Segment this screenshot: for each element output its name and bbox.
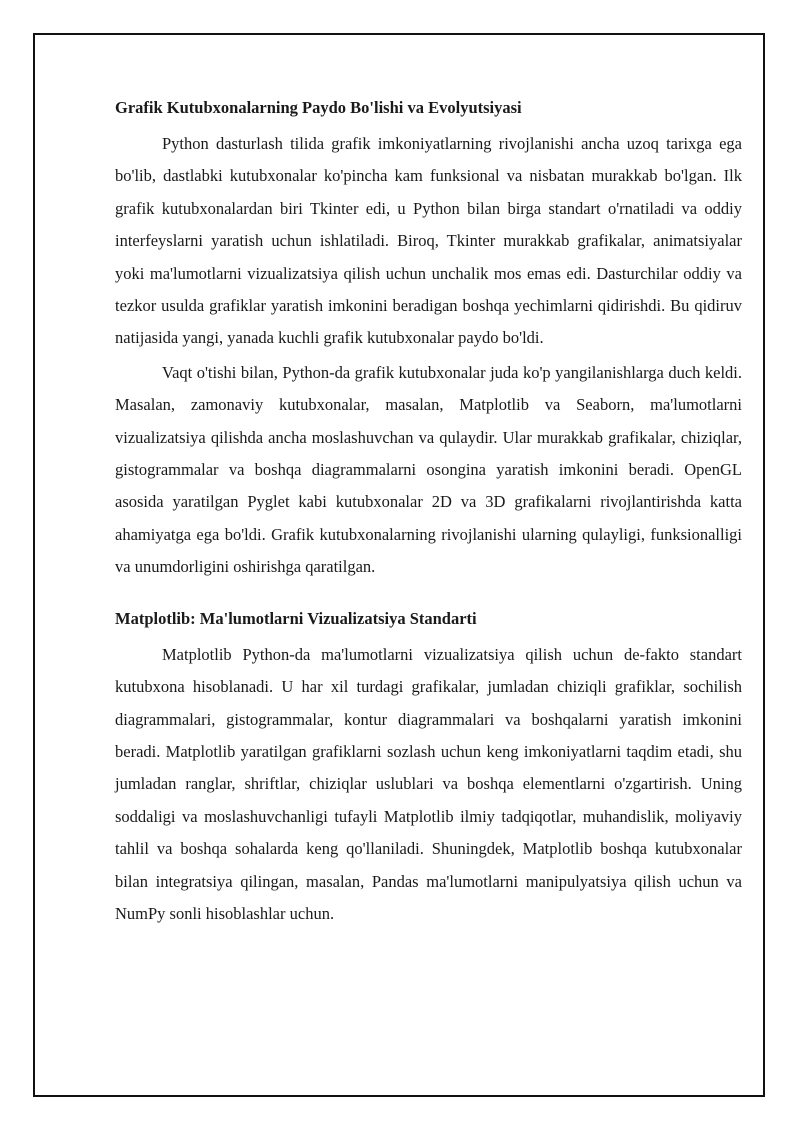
paragraph: Vaqt o'tishi bilan, Python-da grafik kutubxonalar juda ko'p yangilanishlarga duch keldi. Masalan, zamonaviy kutubxonalar, masalan, Matplotlib va Seaborn, ma'lumotlarni vizualizatsiya qilishda ancha moslashuvchan va qulaydir. Ular murakkab grafikalar, chiziqlar, gistogrammalar va boshqa diagrammalarni osongina yaratish imkonini beradi. OpenGL asosida yaratilgan Pyglet kabi kutubxonalar 2D va 3D grafikalarni rivojlantirishda katta ahamiyatga ega bo'ldi. Grafik kutubxonalarning rivojlanishi ularning qulayligi, funksionalligi va unumdorligini oshirishga qaratilgan. bbox=[115, 362, 742, 577]
document-body bbox=[115, 97, 742, 932]
paragraph: Python dasturlash tilida grafik imkoniyatlarning rivojlanishi ancha uzoq tarixga ega bo'lib, dastlabki kutubxonalar ko'pincha kam funksional va nisbatan murakkab bo'lgan. Ilk grafik kutubxonalardan biri Tkinter edi, u Python bilan birga standart o'rnatiladi va oddiy interfeyslarni yaratish uchun ishlatiladi. Biroq, Tkinter murakkab grafikalar, animatsiyalar yoki ma'lumotlarni vizualizatsiya qilish uchun unchalik mos emas edi. Dasturchilar oddiy va tezkor usulda grafiklar yaratish imkonini beradigan boshqa yechimlarni qidirishdi. Bu qidiruv natijasida yangi, yanada kuchli grafik kutubxonalar paydo bo'ldi. bbox=[115, 134, 742, 348]
section-heading-evolution: Grafik Kutubxonalarning Paydo Bo'lishi va Evolyutsiyasi bbox=[115, 98, 522, 117]
paragraph: Matplotlib Python-da ma'lumotlarni vizualizatsiya qilish uchun de-fakto standart kutubxona hisoblanadi. U har xil turdagi grafikalar, jumladan chiziqli grafiklar, sochilish diagrammalari, gistogrammalar, kontur diagrammalari va boshqalarni yaratish imkonini beradi. Matplotlib yaratilgan grafiklarni sozlash uchun keng imkoniyatlarni taqdim etadi, shu jumladan ranglar, shriftlar, chiziqlar uslublari va boshqa elementlarni o'zgartirish. Uning soddaligi va moslashuvchanligi tufayli Matplotlib ilmiy tadqiqotlar, muhandislik, moliyaviy tahlil va boshqa sohalarda keng qo'llaniladi. Shuningdek, Matplotlib boshqa kutubxonalar bilan integratsiya qilingan, masalan, Pandas ma'lumotlarni manipulyatsiya qilish uchun va NumPy sonli hisoblashlar uchun. bbox=[115, 644, 742, 923]
section-heading-matplotlib: Matplotlib: Ma'lumotlarni Vizualizatsiya Standarti bbox=[115, 608, 477, 628]
